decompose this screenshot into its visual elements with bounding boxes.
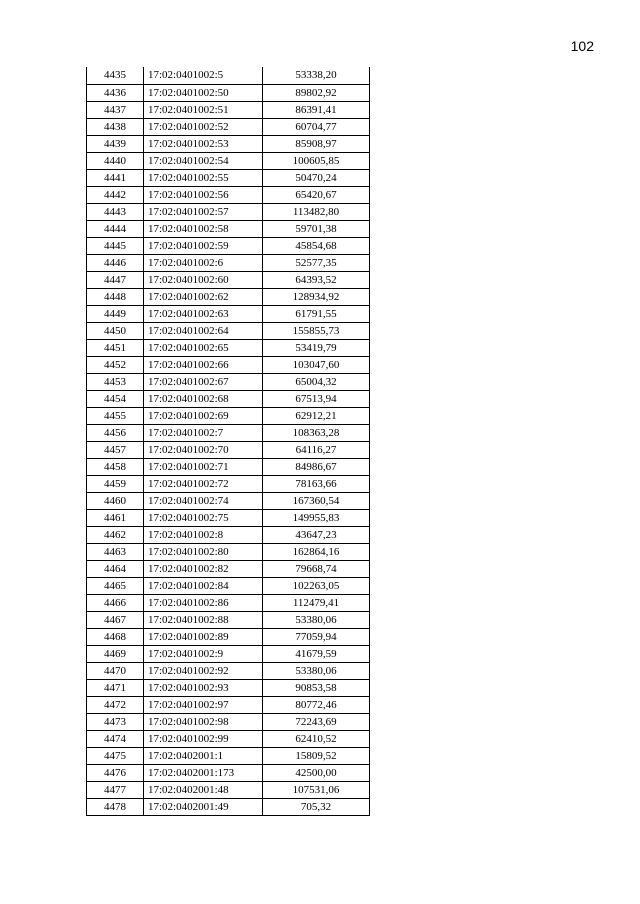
row-number-cell: 4435 [87, 67, 144, 84]
cadastral-number-cell: 17:02:0401002:75 [144, 509, 263, 526]
row-number-cell: 4438 [87, 118, 144, 135]
cadastral-number-cell: 17:02:0401002:59 [144, 237, 263, 254]
table-row [87, 662, 370, 679]
row-number-cell: 4468 [87, 628, 144, 645]
table-row [87, 390, 370, 407]
cadastral-number-cell: 17:02:0401002:62 [144, 288, 263, 305]
table-row [87, 118, 370, 135]
row-number-cell: 4459 [87, 475, 144, 492]
cadastral-number-cell: 17:02:0401002:82 [144, 560, 263, 577]
row-number-cell: 4454 [87, 390, 144, 407]
cadastral-number-cell: 17:02:0401002:80 [144, 543, 263, 560]
table-row [87, 220, 370, 237]
table-row [87, 543, 370, 560]
row-number-cell: 4446 [87, 254, 144, 271]
table-row [87, 747, 370, 764]
value-cell: 41679,59 [263, 645, 370, 662]
value-cell: 103047,60 [263, 356, 370, 373]
row-number-cell: 4449 [87, 305, 144, 322]
row-number-cell: 4448 [87, 288, 144, 305]
table-row [87, 577, 370, 594]
value-cell: 64116,27 [263, 441, 370, 458]
table-row [87, 356, 370, 373]
cadastral-number-cell: 17:02:0401002:69 [144, 407, 263, 424]
value-cell: 112479,41 [263, 594, 370, 611]
value-cell: 50470,24 [263, 169, 370, 186]
cadastral-number-cell: 17:02:0401002:66 [144, 356, 263, 373]
table-row [87, 594, 370, 611]
table-row [87, 696, 370, 713]
table-row [87, 526, 370, 543]
table-row [87, 203, 370, 220]
cadastral-number-cell: 17:02:0402001:1 [144, 747, 263, 764]
table-row [87, 458, 370, 475]
cadastral-number-cell: 17:02:0401002:50 [144, 84, 263, 101]
row-number-cell: 4475 [87, 747, 144, 764]
value-cell: 108363,28 [263, 424, 370, 441]
row-number-cell: 4447 [87, 271, 144, 288]
cadastral-number-cell: 17:02:0402001:48 [144, 781, 263, 798]
table-row [87, 713, 370, 730]
row-number-cell: 4477 [87, 781, 144, 798]
cadastral-number-cell: 17:02:0401002:51 [144, 101, 263, 118]
cadastral-number-cell: 17:02:0401002:53 [144, 135, 263, 152]
table-row [87, 492, 370, 509]
table-row [87, 101, 370, 118]
cadastral-number-cell: 17:02:0401002:68 [144, 390, 263, 407]
table-row [87, 373, 370, 390]
value-cell: 45854,68 [263, 237, 370, 254]
value-cell: 705,32 [263, 798, 370, 815]
cadastral-number-cell: 17:02:0401002:6 [144, 254, 263, 271]
table-row [87, 424, 370, 441]
cadastral-number-cell: 17:02:0401002:98 [144, 713, 263, 730]
value-cell: 60704,77 [263, 118, 370, 135]
cadastral-number-cell: 17:02:0401002:54 [144, 152, 263, 169]
cadastral-number-cell: 17:02:0401002:99 [144, 730, 263, 747]
table-row [87, 560, 370, 577]
cadastral-number-cell: 17:02:0401002:64 [144, 322, 263, 339]
cadastral-number-cell: 17:02:0401002:97 [144, 696, 263, 713]
value-cell: 77059,94 [263, 628, 370, 645]
row-number-cell: 4445 [87, 237, 144, 254]
table-row [87, 271, 370, 288]
value-cell: 128934,92 [263, 288, 370, 305]
row-number-cell: 4450 [87, 322, 144, 339]
table-row [87, 67, 370, 84]
table-row [87, 798, 370, 815]
cadastral-number-cell: 17:02:0401002:55 [144, 169, 263, 186]
value-cell: 61791,55 [263, 305, 370, 322]
value-cell: 64393,52 [263, 271, 370, 288]
row-number-cell: 4478 [87, 798, 144, 815]
row-number-cell: 4464 [87, 560, 144, 577]
row-number-cell: 4465 [87, 577, 144, 594]
row-number-cell: 4458 [87, 458, 144, 475]
row-number-cell: 4453 [87, 373, 144, 390]
row-number-cell: 4451 [87, 339, 144, 356]
table-row [87, 611, 370, 628]
value-cell: 65004,32 [263, 373, 370, 390]
value-cell: 84986,67 [263, 458, 370, 475]
cadastral-number-cell: 17:02:0401002:60 [144, 271, 263, 288]
table-row [87, 322, 370, 339]
row-number-cell: 4439 [87, 135, 144, 152]
value-cell: 155855,73 [263, 322, 370, 339]
row-number-cell: 4457 [87, 441, 144, 458]
table-row [87, 237, 370, 254]
table-row [87, 84, 370, 101]
value-cell: 72243,69 [263, 713, 370, 730]
cadastral-number-cell: 17:02:0401002:52 [144, 118, 263, 135]
cadastral-number-cell: 17:02:0401002:56 [144, 186, 263, 203]
row-number-cell: 4443 [87, 203, 144, 220]
value-cell: 65420,67 [263, 186, 370, 203]
row-number-cell: 4452 [87, 356, 144, 373]
cadastral-number-cell: 17:02:0401002:84 [144, 577, 263, 594]
table-row [87, 730, 370, 747]
cadastral-number-cell: 17:02:0401002:92 [144, 662, 263, 679]
row-number-cell: 4474 [87, 730, 144, 747]
value-cell: 113482,80 [263, 203, 370, 220]
table-row [87, 764, 370, 781]
value-cell: 86391,41 [263, 101, 370, 118]
table-row [87, 152, 370, 169]
table-row [87, 509, 370, 526]
row-number-cell: 4440 [87, 152, 144, 169]
cadastral-number-cell: 17:02:0401002:88 [144, 611, 263, 628]
row-number-cell: 4467 [87, 611, 144, 628]
row-number-cell: 4476 [87, 764, 144, 781]
table-row [87, 781, 370, 798]
value-cell: 43647,23 [263, 526, 370, 543]
row-number-cell: 4472 [87, 696, 144, 713]
value-cell: 53380,06 [263, 611, 370, 628]
value-cell: 167360,54 [263, 492, 370, 509]
row-number-cell: 4456 [87, 424, 144, 441]
value-cell: 53419,79 [263, 339, 370, 356]
row-number-cell: 4441 [87, 169, 144, 186]
table-row [87, 441, 370, 458]
cadastral-number-cell: 17:02:0401002:71 [144, 458, 263, 475]
table-row [87, 288, 370, 305]
cadastral-number-cell: 17:02:0401002:67 [144, 373, 263, 390]
value-cell: 62410,52 [263, 730, 370, 747]
cadastral-number-cell: 17:02:0401002:70 [144, 441, 263, 458]
value-cell: 15809,52 [263, 747, 370, 764]
value-cell: 67513,94 [263, 390, 370, 407]
row-number-cell: 4460 [87, 492, 144, 509]
value-cell: 149955,83 [263, 509, 370, 526]
table-row [87, 305, 370, 322]
table-row [87, 169, 370, 186]
row-number-cell: 4471 [87, 679, 144, 696]
cadastral-number-cell: 17:02:0401002:65 [144, 339, 263, 356]
table-row [87, 407, 370, 424]
value-cell: 53338,20 [263, 67, 370, 84]
value-cell: 53380,06 [263, 662, 370, 679]
cadastral-number-cell: 17:02:0402001:173 [144, 764, 263, 781]
row-number-cell: 4469 [87, 645, 144, 662]
cadastral-number-cell: 17:02:0401002:7 [144, 424, 263, 441]
table-row [87, 339, 370, 356]
row-number-cell: 4463 [87, 543, 144, 560]
value-cell: 107531,06 [263, 781, 370, 798]
value-cell: 162864,16 [263, 543, 370, 560]
value-cell: 52577,35 [263, 254, 370, 271]
cadastral-number-cell: 17:02:0401002:9 [144, 645, 263, 662]
row-number-cell: 4462 [87, 526, 144, 543]
value-cell: 78163,66 [263, 475, 370, 492]
value-cell: 62912,21 [263, 407, 370, 424]
cadastral-number-cell: 17:02:0401002:63 [144, 305, 263, 322]
cadastral-number-cell: 17:02:0401002:72 [144, 475, 263, 492]
value-cell: 89802,92 [263, 84, 370, 101]
page-number: 102 [570, 38, 594, 54]
value-cell: 59701,38 [263, 220, 370, 237]
value-cell: 100605,85 [263, 152, 370, 169]
value-cell: 85908,97 [263, 135, 370, 152]
table-row [87, 186, 370, 203]
value-cell: 80772,46 [263, 696, 370, 713]
value-cell: 90853,58 [263, 679, 370, 696]
table-row [87, 679, 370, 696]
cadastral-number-cell: 17:02:0401002:5 [144, 67, 263, 84]
row-number-cell: 4444 [87, 220, 144, 237]
table-row [87, 254, 370, 271]
cadastral-number-cell: 17:02:0401002:58 [144, 220, 263, 237]
table-row [87, 645, 370, 662]
table-row [87, 628, 370, 645]
cadastral-value-table [86, 67, 370, 816]
row-number-cell: 4442 [87, 186, 144, 203]
cadastral-number-cell: 17:02:0402001:49 [144, 798, 263, 815]
table-body [87, 67, 370, 815]
cadastral-number-cell: 17:02:0401002:89 [144, 628, 263, 645]
value-cell: 102263,05 [263, 577, 370, 594]
table-row [87, 135, 370, 152]
row-number-cell: 4473 [87, 713, 144, 730]
row-number-cell: 4455 [87, 407, 144, 424]
table-row [87, 475, 370, 492]
row-number-cell: 4461 [87, 509, 144, 526]
row-number-cell: 4436 [87, 84, 144, 101]
value-cell: 79668,74 [263, 560, 370, 577]
row-number-cell: 4466 [87, 594, 144, 611]
row-number-cell: 4470 [87, 662, 144, 679]
value-cell: 42500,00 [263, 764, 370, 781]
cadastral-number-cell: 17:02:0401002:74 [144, 492, 263, 509]
cadastral-number-cell: 17:02:0401002:86 [144, 594, 263, 611]
row-number-cell: 4437 [87, 101, 144, 118]
cadastral-number-cell: 17:02:0401002:8 [144, 526, 263, 543]
cadastral-number-cell: 17:02:0401002:57 [144, 203, 263, 220]
cadastral-number-cell: 17:02:0401002:93 [144, 679, 263, 696]
